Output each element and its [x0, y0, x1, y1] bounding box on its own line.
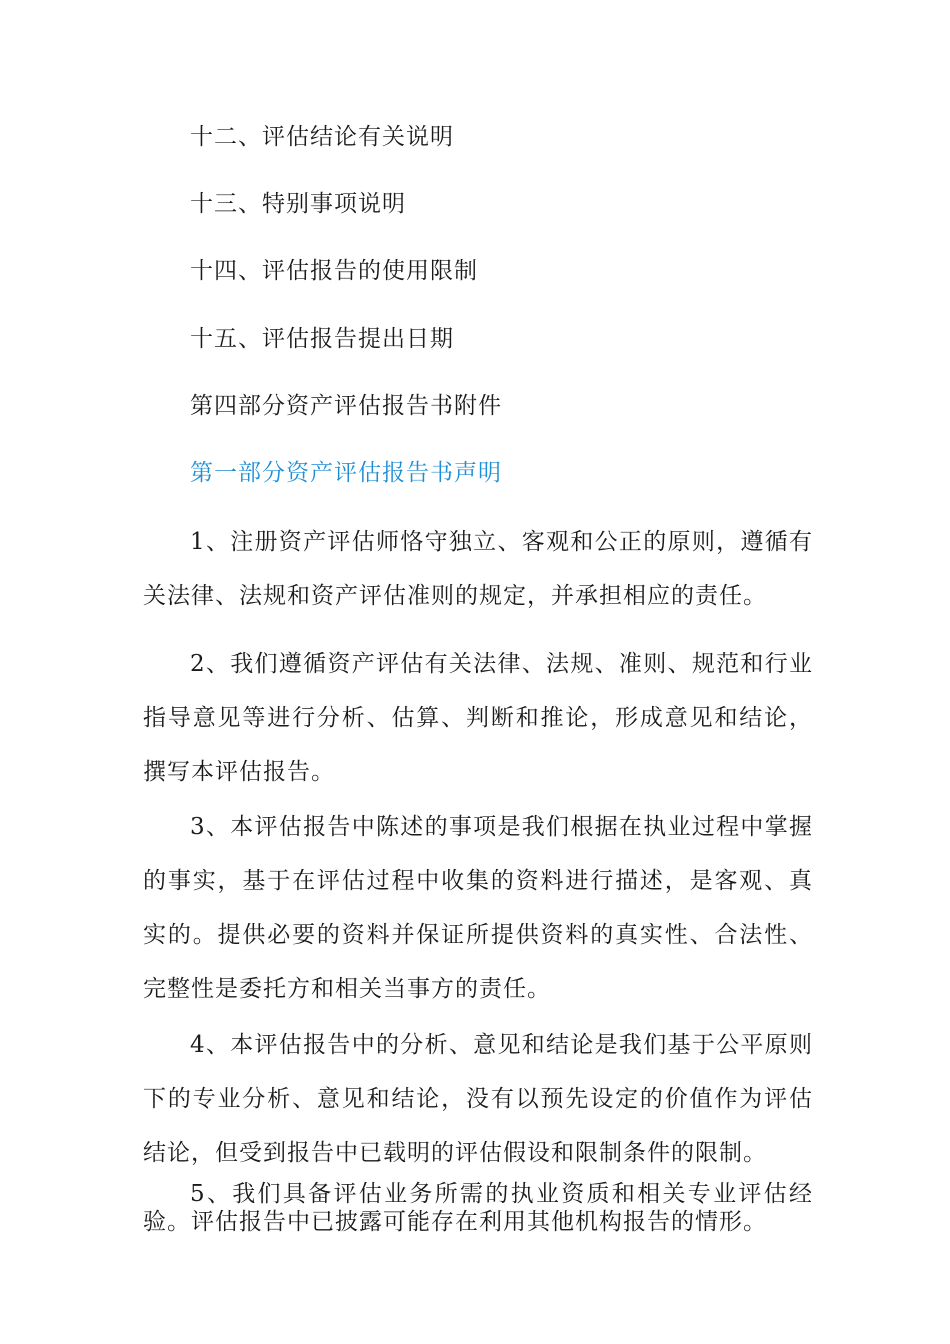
section-heading: 第一部分资产评估报告书声明	[190, 460, 502, 486]
toc-item-13: 十三、特别事项说明	[190, 191, 406, 217]
paragraph-1: 1、注册资产评估师恪守独立、客观和公正的原则，遵循有关法律、法规和资产评估准则的规定，并承担相应的责任。	[143, 529, 813, 609]
paragraph-4: 4、本评估报告中的分析、意见和结论是我们基于公平原则下的专业分析、意见和结论，没有以预先设定的价值作为评估结论，但受到报告中已载明的评估假设和限制条件的限制。	[143, 1032, 813, 1166]
paragraph-3: 3、本评估报告中陈述的事项是我们根据在执业过程中掌握的事实，基于在评估过程中收集的资料进行描述，是客观、真实的。提供必要的资料并保证所提供资料的真实性、合法性、完整性是委托方和相关当事方的责任。	[143, 814, 813, 1002]
paragraph-2: 2、我们遵循资产评估有关法律、法规、准则、规范和行业指导意见等进行分析、估算、判断和推论，形成意见和结论，撰写本评估报告。	[143, 651, 813, 785]
toc-item-12: 十二、评估结论有关说明	[190, 124, 454, 150]
toc-part-four: 第四部分资产评估报告书附件	[190, 393, 502, 419]
toc-item-14: 十四、评估报告的使用限制	[190, 258, 478, 284]
paragraph-5: 5、我们具备评估业务所需的执业资质和相关专业评估经验。评估报告中已披露可能存在利用其他机构报告的情形。	[143, 1181, 813, 1235]
toc-item-15: 十五、评估报告提出日期	[190, 326, 454, 352]
